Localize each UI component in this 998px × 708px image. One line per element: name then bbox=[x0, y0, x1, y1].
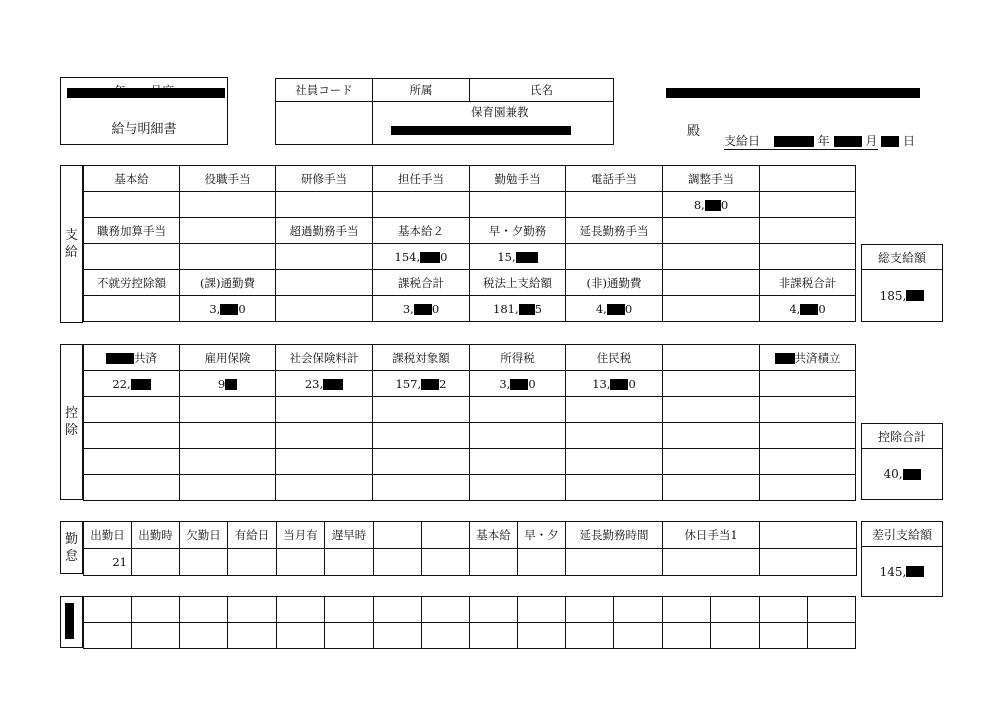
ded-value: 157, 2 bbox=[373, 371, 470, 397]
payday-month: 月 bbox=[865, 134, 878, 148]
att-label: 延長勤務時間 bbox=[566, 522, 663, 549]
att-label bbox=[374, 522, 422, 549]
employee-info-table bbox=[275, 78, 701, 145]
doc-title: 給与明細書 bbox=[111, 122, 177, 137]
redaction-bar bbox=[607, 304, 625, 315]
dept-label: 所属 bbox=[373, 79, 470, 102]
pay-label: 研修手当 bbox=[276, 166, 373, 192]
deduction-section-label: 控 除 bbox=[60, 344, 83, 500]
redaction-bar bbox=[666, 88, 920, 98]
pay-label: 電話手当 bbox=[566, 166, 663, 192]
pay-label: 延長勤務手当 bbox=[566, 218, 663, 244]
redaction-bar bbox=[67, 88, 225, 98]
redaction-bar bbox=[775, 353, 795, 364]
pay-label bbox=[180, 218, 276, 244]
net-pay-value: 145, bbox=[879, 564, 907, 579]
redaction-bar bbox=[800, 304, 818, 315]
redaction-bar bbox=[516, 252, 538, 263]
pay-value bbox=[84, 296, 180, 322]
pay-label: 不就労控除額 bbox=[84, 270, 180, 296]
redaction-bar bbox=[881, 136, 899, 147]
att-label: 早・夕 bbox=[518, 522, 566, 549]
redaction-bar bbox=[220, 304, 238, 315]
pay-value bbox=[84, 192, 180, 218]
pay-value bbox=[373, 192, 470, 218]
ded-label: 住民税 bbox=[566, 345, 663, 371]
pay-value bbox=[276, 296, 373, 322]
dept-name-cell bbox=[373, 102, 701, 145]
attendance-section-label: 勤 怠 bbox=[60, 521, 83, 574]
deduction-total-box bbox=[861, 423, 943, 500]
name-label: 氏名 bbox=[470, 79, 614, 102]
attendance-table bbox=[83, 521, 857, 576]
redaction-bar bbox=[610, 379, 628, 390]
pay-value bbox=[566, 192, 663, 218]
redaction-bar bbox=[774, 136, 814, 147]
pay-value bbox=[84, 244, 180, 270]
ded-label: 共済積立 bbox=[760, 345, 856, 371]
redaction-bar bbox=[106, 353, 134, 364]
ded-value: 3, 0 bbox=[470, 371, 566, 397]
pay-value bbox=[663, 244, 760, 270]
pay-label: 早・夕勤務 bbox=[470, 218, 566, 244]
position-text: 保育園兼教 bbox=[471, 105, 529, 119]
pay-value: 4, 0 bbox=[566, 296, 663, 322]
att-value bbox=[325, 549, 374, 576]
employment-insurance-value: 9 bbox=[217, 376, 226, 391]
redaction-bar bbox=[906, 290, 924, 301]
tax-law-pay-value: 181, bbox=[493, 301, 519, 316]
period-title-box bbox=[60, 77, 228, 145]
pay-label: 担任手当 bbox=[373, 166, 470, 192]
net-pay-value-cell bbox=[861, 547, 943, 597]
payment-section-label: 支 給 bbox=[60, 165, 83, 323]
att-label bbox=[760, 522, 857, 549]
remarks-section-label bbox=[60, 596, 83, 648]
att-label: 欠勤日 bbox=[180, 522, 228, 549]
att-value bbox=[566, 549, 663, 576]
pay-label bbox=[663, 218, 760, 244]
att-label: 基本給 bbox=[470, 522, 518, 549]
emp-code-value bbox=[276, 102, 373, 145]
emp-code-label: 社員コード bbox=[276, 79, 373, 102]
pay-label: 超過勤務手当 bbox=[276, 218, 373, 244]
pay-label bbox=[276, 270, 373, 296]
att-label: 休日手当1 bbox=[663, 522, 760, 549]
nontaxable-commute-value: 4, bbox=[595, 301, 607, 316]
redaction-bar bbox=[414, 304, 432, 315]
redaction-bar bbox=[519, 304, 535, 315]
redaction-bar bbox=[131, 379, 151, 390]
att-label: 出勤日 bbox=[84, 522, 132, 549]
att-label bbox=[422, 522, 470, 549]
resident-tax-value: 13, bbox=[592, 376, 611, 391]
pay-label: 基本給２ bbox=[373, 218, 470, 244]
pay-label bbox=[663, 270, 760, 296]
social-insurance-value: 23, bbox=[304, 376, 324, 391]
pay-label: (非)通勤費 bbox=[566, 270, 663, 296]
base-salary2-value: 154, bbox=[394, 249, 421, 264]
redaction-bar bbox=[323, 379, 343, 390]
ded-label: 共済 bbox=[84, 345, 180, 371]
pay-value: 3, 0 bbox=[180, 296, 276, 322]
redaction-bar bbox=[421, 379, 439, 390]
pay-value bbox=[470, 192, 566, 218]
ded-label: 所得税 bbox=[470, 345, 566, 371]
pay-label bbox=[760, 218, 856, 244]
att-value: 21 bbox=[84, 549, 132, 576]
pay-value bbox=[760, 192, 856, 218]
redaction-bar bbox=[834, 136, 862, 147]
honorific: 殿 bbox=[687, 124, 701, 139]
ded-label: 課税対象額 bbox=[373, 345, 470, 371]
redaction-bar bbox=[391, 126, 571, 135]
payment-table bbox=[83, 165, 856, 322]
ded-label: 雇用保険 bbox=[180, 345, 276, 371]
att-label: 遅早時 bbox=[325, 522, 374, 549]
net-pay-box bbox=[861, 521, 943, 597]
redaction-bar bbox=[510, 379, 528, 390]
pay-value: 154, 0 bbox=[373, 244, 470, 270]
taxable-commute-value: 3, bbox=[209, 301, 221, 316]
att-label: 当月有 bbox=[277, 522, 325, 549]
redaction-bar bbox=[65, 603, 74, 639]
gross-pay-value: 185, bbox=[879, 288, 907, 303]
pay-label: 税法上支給額 bbox=[470, 270, 566, 296]
ded-value bbox=[663, 371, 760, 397]
deduction-table bbox=[83, 344, 856, 501]
payday-day: 日 bbox=[903, 134, 916, 148]
ded-value: 13, 0 bbox=[566, 371, 663, 397]
ded-value bbox=[84, 371, 180, 397]
pay-value bbox=[760, 244, 856, 270]
pay-value bbox=[663, 296, 760, 322]
att-value bbox=[132, 549, 180, 576]
redaction-bar bbox=[705, 200, 721, 211]
redaction-bar bbox=[420, 252, 440, 263]
pay-label: (課)通勤費 bbox=[180, 270, 276, 296]
redaction-bar bbox=[906, 566, 924, 577]
att-value bbox=[760, 549, 857, 576]
att-value bbox=[518, 549, 566, 576]
net-pay-label: 差引支給額 bbox=[861, 521, 943, 547]
pay-value bbox=[276, 192, 373, 218]
pay-label: 課税合計 bbox=[373, 270, 470, 296]
taxable-amount-value: 157, bbox=[395, 376, 422, 391]
pay-label: 非課税合計 bbox=[760, 270, 856, 296]
redaction-bar bbox=[903, 469, 921, 480]
ded-label: 社会保険料計 bbox=[276, 345, 373, 371]
pay-label: 勤勉手当 bbox=[470, 166, 566, 192]
att-value bbox=[228, 549, 277, 576]
ded-value bbox=[760, 371, 856, 397]
taxable-total-value: 3, bbox=[402, 301, 414, 316]
att-value bbox=[663, 549, 760, 576]
pay-value bbox=[276, 244, 373, 270]
mutual-aid-value: 22, bbox=[112, 376, 131, 391]
income-tax-value: 3, bbox=[499, 376, 511, 391]
deduction-total-value: 40, bbox=[883, 467, 903, 481]
early-late-value: 15, bbox=[497, 249, 516, 264]
pay-value bbox=[470, 244, 566, 270]
gross-pay-box bbox=[861, 244, 943, 322]
pay-label: 職務加算手当 bbox=[84, 218, 180, 244]
pay-label: 調整手当 bbox=[663, 166, 760, 192]
deduction-total-value-cell bbox=[861, 449, 943, 500]
payday-year: 年 bbox=[817, 134, 830, 148]
att-value bbox=[470, 549, 518, 576]
pay-value: 3, 0 bbox=[373, 296, 470, 322]
remarks-table bbox=[83, 596, 856, 649]
att-label: 出勤時 bbox=[132, 522, 180, 549]
redaction-bar bbox=[225, 379, 237, 390]
deduction-total-label: 控除合計 bbox=[861, 423, 943, 449]
pay-value bbox=[180, 192, 276, 218]
pay-label: 基本給 bbox=[84, 166, 180, 192]
pay-label: 役職手当 bbox=[180, 166, 276, 192]
pay-value: 8, 0 bbox=[663, 192, 760, 218]
att-value bbox=[180, 549, 228, 576]
att-value bbox=[277, 549, 325, 576]
pay-value: 181, 5 bbox=[470, 296, 566, 322]
payday-line bbox=[724, 132, 916, 150]
pay-value: 4, 0 bbox=[760, 296, 856, 322]
payday-label: 支給日 bbox=[724, 134, 761, 148]
att-value bbox=[374, 549, 422, 576]
ded-value bbox=[276, 371, 373, 397]
pay-value bbox=[566, 244, 663, 270]
pay-label bbox=[760, 166, 856, 192]
pay-value bbox=[180, 244, 276, 270]
att-value bbox=[422, 549, 470, 576]
att-label: 有給日 bbox=[228, 522, 277, 549]
adjust-allowance-value: 8, bbox=[693, 197, 705, 212]
gross-pay-label: 総支給額 bbox=[861, 244, 943, 270]
nontaxable-total-value: 4, bbox=[789, 301, 801, 316]
gross-pay-value-cell bbox=[861, 270, 943, 322]
ded-label bbox=[663, 345, 760, 371]
ded-value bbox=[180, 371, 276, 397]
